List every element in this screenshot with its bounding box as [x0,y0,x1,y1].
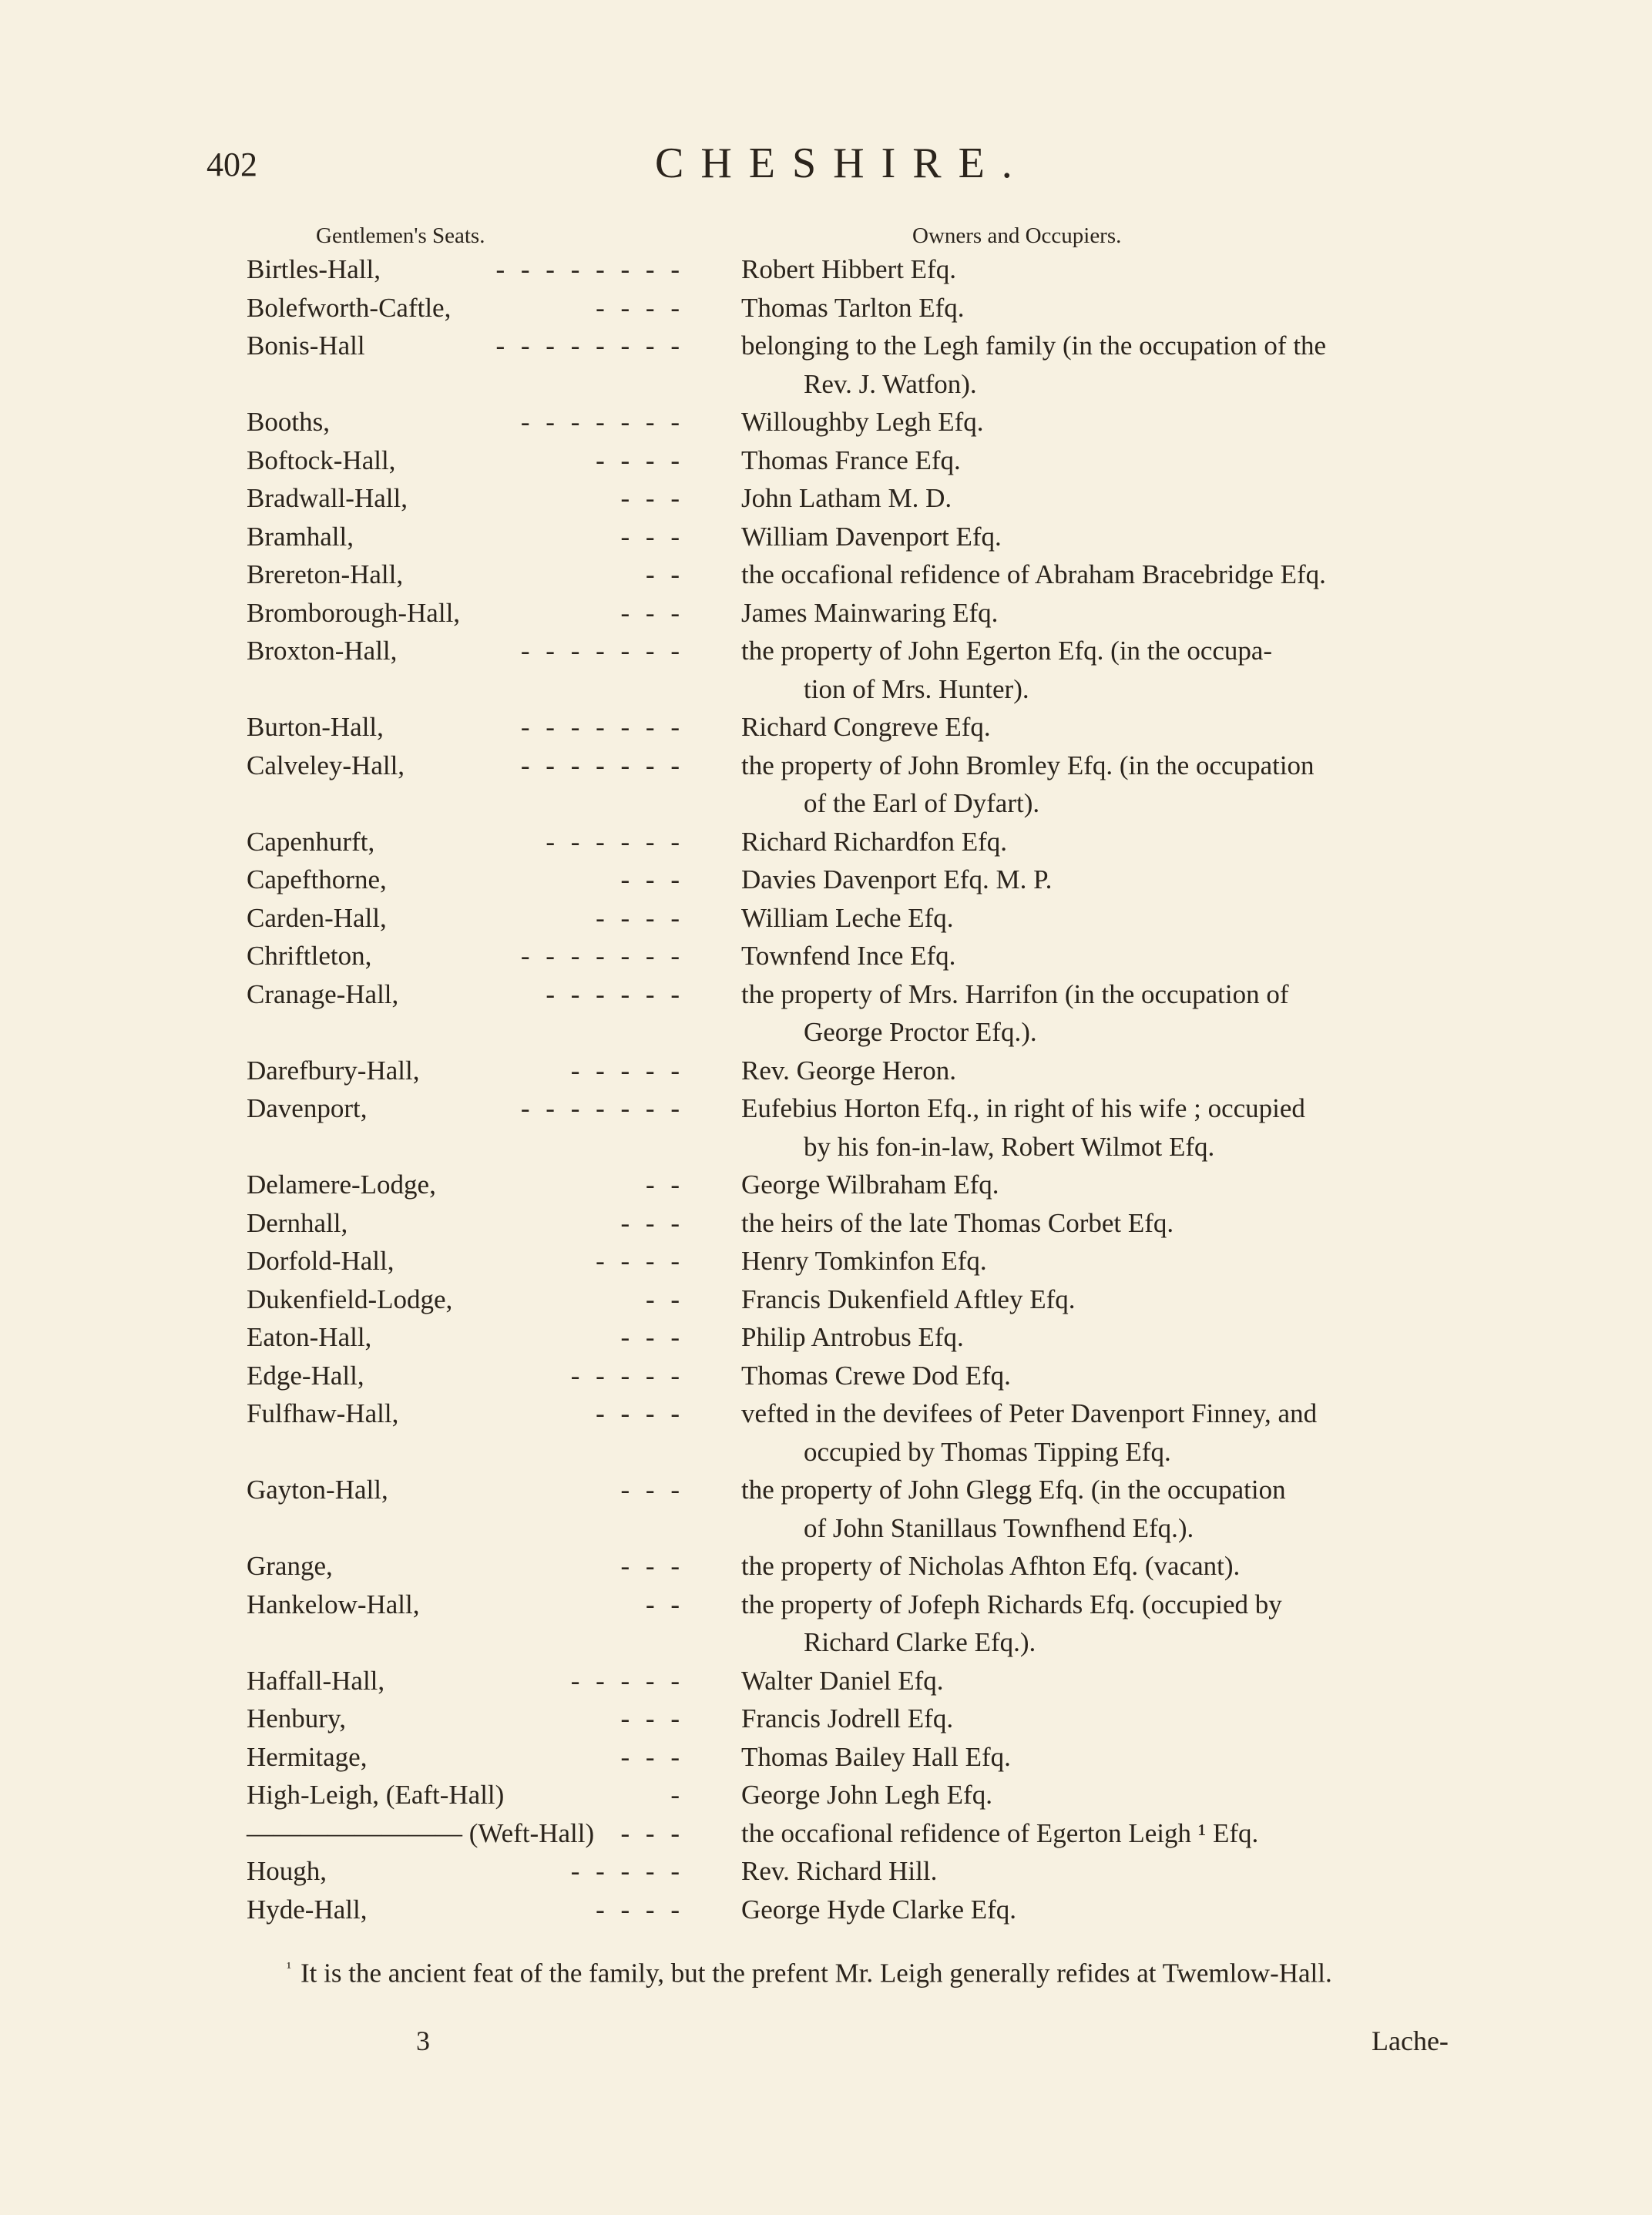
leader-dashes: - - [645,559,684,589]
seat-name: Hankelow-Hall, [247,1589,420,1619]
table-row [0,712,1652,750]
table-row [0,559,1652,598]
table-row [0,674,1652,713]
table-row [0,1093,1652,1132]
owner-continuation: George Proctor Efq.). [804,1017,1037,1047]
leader-dashes: - - - [620,1703,684,1733]
seat-name: Fulfhaw-Hall, [247,1398,399,1428]
seat-name: ———————— (Weft-Hall) [247,1817,595,1848]
seat-name: Chriftleton, [247,941,372,971]
owner-name: Rev. Richard Hill. [741,1856,938,1886]
seat-name: Burton-Hall, [247,712,384,742]
table-row [0,1627,1652,1666]
owner-name: the property of John Glegg Efq. (in the occupation [741,1475,1286,1505]
seat-name: Dorfold-Hall, [247,1246,395,1276]
owner-continuation: occupied by Thomas Tipping Efq. [804,1436,1171,1467]
owner-continuation: Rev. J. Watfon). [804,368,977,399]
leader-dashes: - - - - - - - - [495,254,684,284]
table-row [0,1398,1652,1437]
leader-dashes: - - - [620,1207,684,1238]
owner-name: Henry Tomkinfon Efq. [741,1246,987,1276]
table-row [0,1170,1652,1208]
owner-name: the property of John Bromley Efq. (in the occupation [741,750,1315,780]
table-row [0,1551,1652,1589]
table-row [0,1017,1652,1055]
leader-dashes: - - - - - - [546,978,684,1009]
owner-name: Robert Hibbert Efq. [741,254,956,284]
owner-name: Richard Richardfon Efq. [741,826,1008,857]
table-row [0,827,1652,865]
seat-name: Hyde-Hall, [247,1894,368,1925]
leader-dashes: - - - - - [570,1055,684,1086]
owner-name: vefted in the devifees of Peter Davenport Finney, and [741,1398,1318,1428]
table-row [0,1742,1652,1780]
owner-name: Richard Congreve Efq. [741,712,991,742]
footnote [287,1949,1473,1992]
seat-name: Darefbury-Hall, [247,1055,420,1086]
owner-name: Rev. George Heron. [741,1055,956,1086]
owner-name: the property of Jofeph Richards Efq. (occupied by [741,1589,1282,1619]
leader-dashes: - - - - - - - [520,636,684,666]
table-row [0,483,1652,522]
table-row [0,369,1652,408]
table-row [0,1666,1652,1704]
leader-dashes: - - - - - - - [520,407,684,437]
table-row [0,1475,1652,1513]
table-row [0,254,1652,293]
table-row [0,522,1652,560]
owner-name: Townfend Ince Efq. [741,941,956,971]
leader-dashes: - - - - - - [546,826,684,857]
owner-name: the property of John Egerton Efq. (in the occupa- [741,636,1273,666]
owner-name: Davies Davenport Efq. M. P. [741,864,1053,894]
seat-name: High-Leigh, (Eaft-Hall) [247,1780,505,1810]
table-row [0,598,1652,636]
owner-name: the property of Mrs. Harrifon (in the occupation of [741,978,1289,1009]
leader-dashes: - - - [620,1551,684,1581]
seat-name: Birtles-Hall, [247,254,381,284]
leader-dashes: - - [645,1589,684,1619]
seat-name: Grange, [247,1551,333,1581]
table-row [0,1208,1652,1247]
table-row [0,1437,1652,1475]
owner-name: Philip Antrobus Efq. [741,1322,964,1352]
seat-name: Booths, [247,407,330,437]
leader-dashes: - - - [620,483,684,513]
leader-dashes: - - - - [596,1894,684,1925]
owner-name: Thomas Crewe Dod Efq. [741,1360,1011,1391]
leader-dashes: - - - [620,864,684,894]
table-row [0,331,1652,369]
owner-name: Thomas Tarlton Efq. [741,292,965,323]
seat-name: Bromborough-Hall, [247,597,461,628]
seat-name: Henbury, [247,1703,346,1733]
leader-dashes: - - - - - - - [520,750,684,780]
seat-name: Davenport, [247,1093,368,1123]
leader-dashes: - - - - - - - - [495,331,684,361]
seat-name: Edge-Hall, [247,1360,364,1391]
table-row [0,1703,1652,1742]
seat-name: Gayton-Hall, [247,1475,388,1505]
owner-continuation: by his fon-in-law, Robert Wilmot Efq. [804,1131,1215,1162]
owner-name: the property of Nicholas Afhton Efq. (vacant). [741,1551,1241,1581]
seat-name: Haffall-Hall, [247,1665,385,1696]
table-row [0,1322,1652,1361]
table-row [0,1818,1652,1857]
owner-name: John Latham M. D. [741,483,952,513]
seat-name: Boftock-Hall, [247,445,396,475]
owner-name: the heirs of the late Thomas Corbet Efq. [741,1207,1174,1238]
table-row [0,407,1652,445]
footnote-mark: ¹ [287,1959,291,1976]
signature-mark: 3 [416,2025,430,2056]
owner-continuation: Richard Clarke Efq.). [804,1627,1036,1657]
seat-name: Bramhall, [247,521,354,552]
leader-dashes: - - - [620,1817,684,1848]
table-row [0,636,1652,674]
owner-name: Eufebius Horton Efq., in right of his wife ; occupied [741,1093,1305,1123]
owner-name: George Wilbraham Efq. [741,1170,999,1200]
owner-continuation: tion of Mrs. Hunter). [804,673,1029,704]
owner-name: James Mainwaring Efq. [741,597,999,628]
seat-name: Bradwall-Hall, [247,483,408,513]
table-row [0,750,1652,789]
seat-name: Hermitage, [247,1741,368,1772]
table-row [0,1894,1652,1933]
owner-name: William Davenport Efq. [741,521,1002,552]
leader-dashes: - - - - - [570,1665,684,1696]
seat-name: Calveley-Hall, [247,750,405,780]
column-heading-owners: Owners and Occupiers. [912,223,1122,248]
owner-name: Francis Jodrell Efq. [741,1703,954,1733]
leader-dashes: - - - [620,1322,684,1352]
table-row [0,1284,1652,1323]
leader-dashes: - - - - [596,902,684,933]
seat-name: Brereton-Hall, [247,559,404,589]
seats-table [0,254,1652,1932]
owner-name: Thomas France Efq. [741,445,961,475]
leader-dashes: - - - - [596,1398,684,1428]
table-row [0,864,1652,903]
table-row [0,1361,1652,1399]
leader-dashes: - - - - [596,1246,684,1276]
seat-name: Dukenfield-Lodge, [247,1284,453,1314]
owner-name: Willoughby Legh Efq. [741,407,984,437]
table-row [0,1055,1652,1094]
leader-dashes: - - - [620,1475,684,1505]
catchword: Lache- [1372,2025,1449,2056]
leader-dashes: - - - - - [570,1856,684,1886]
leader-dashes: - - - [620,1741,684,1772]
leader-dashes: - - - - - - - [520,941,684,971]
leader-dashes: - - - [620,521,684,552]
seat-name: Bonis-Hall [247,331,365,361]
owner-name: belonging to the Legh family (in the occupation of the [741,331,1327,361]
table-row [0,979,1652,1018]
owner-continuation: of the Earl of Dyfart). [804,788,1040,818]
owner-continuation: of John Stanillaus Townfhend Efq.). [804,1512,1194,1543]
seat-name: Hough, [247,1856,327,1886]
leader-dashes: - - [645,1284,684,1314]
column-heading-seats: Gentlemen's Seats. [316,223,485,248]
table-row [0,1246,1652,1284]
table-row [0,1780,1652,1818]
seat-name: Bolefworth-Caftle, [247,292,452,323]
seat-name: Broxton-Hall, [247,636,398,666]
seat-name: Dernhall, [247,1207,348,1238]
leader-dashes: - - - - - - - [520,712,684,742]
seat-name: Capefthorne, [247,864,387,894]
owner-name: William Leche Efq. [741,902,954,933]
owner-name: George Hyde Clarke Efq. [741,1894,1017,1925]
page-number: 402 [206,146,257,183]
owner-name: Walter Daniel Efq. [741,1665,944,1696]
leader-dashes: - [670,1780,684,1810]
owner-name: the occafional refidence of Egerton Leigh ¹ Efq. [741,1817,1259,1848]
footnote-text: It is the ancient feat of the family, but the prefent Mr. Leigh generally refides at Twemlow-Hall. [301,1958,1332,1988]
table-row [0,941,1652,979]
leader-dashes: - - - [620,597,684,628]
owner-name: Thomas Bailey Hall Efq. [741,1741,1011,1772]
table-row [0,1856,1652,1894]
owner-name: George John Legh Efq. [741,1780,992,1810]
owner-name: the occafional refidence of Abraham Bracebridge Efq. [741,559,1326,589]
seat-name: Cranage-Hall, [247,978,399,1009]
table-row [0,903,1652,941]
seat-name: Eaton-Hall, [247,1322,372,1352]
owner-name: Francis Dukenfield Aftley Efq. [741,1284,1076,1314]
seat-name: Capenhurft, [247,826,375,857]
leader-dashes: - - - - [596,445,684,475]
table-row [0,1132,1652,1170]
seat-name: Carden-Hall, [247,902,387,933]
table-row [0,1589,1652,1628]
table-row [0,788,1652,827]
leader-dashes: - - - - - - - [520,1093,684,1123]
table-row [0,1513,1652,1552]
table-row [0,445,1652,484]
leader-dashes: - - - - [596,292,684,323]
leader-dashes: - - - - - [570,1360,684,1391]
seat-name: Delamere-Lodge, [247,1170,436,1200]
leader-dashes: - - [645,1170,684,1200]
running-head: CHESHIRE. [655,139,1029,187]
table-row [0,293,1652,331]
